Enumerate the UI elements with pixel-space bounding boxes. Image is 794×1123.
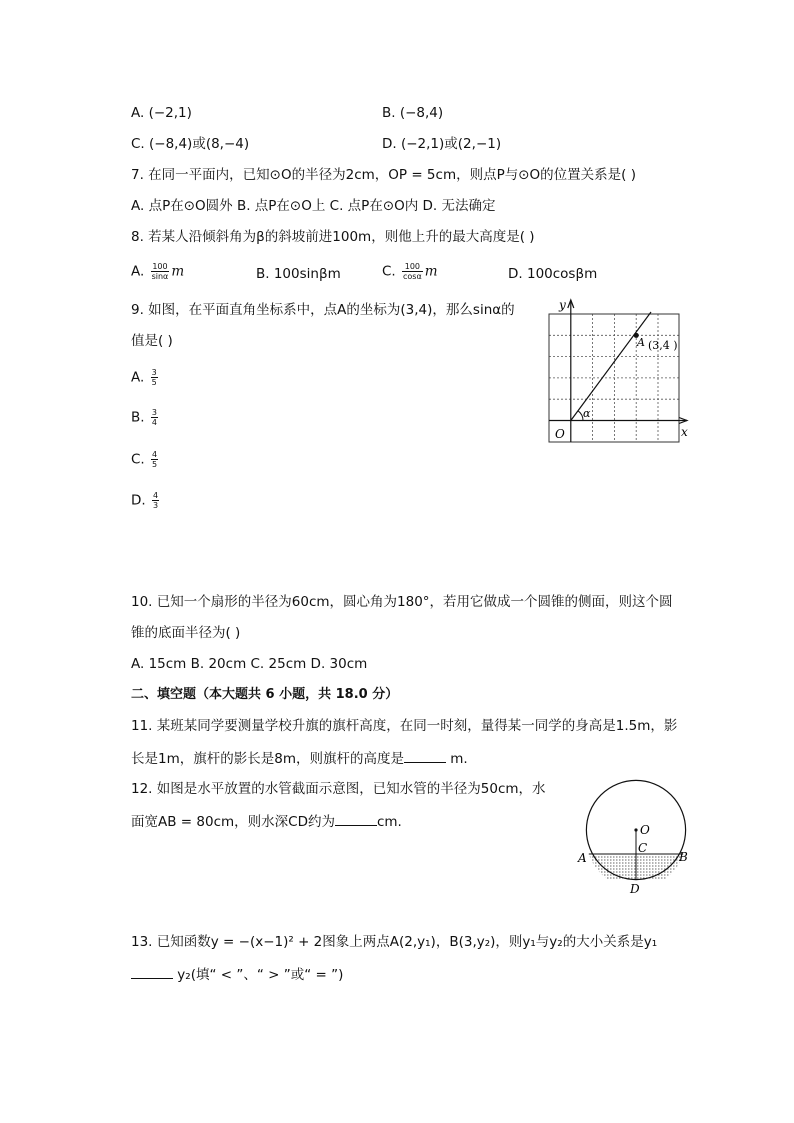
q12-stem-line1: 12. 如图是水平放置的水管截面示意图，已知水管的半径为50cm，水 bbox=[131, 781, 546, 797]
q9-option-a bbox=[131, 368, 160, 387]
q9-c-label: C. bbox=[131, 451, 145, 468]
q8-a-label: A. bbox=[131, 263, 145, 280]
q12-answer-blank[interactable] bbox=[335, 811, 377, 826]
q9-grid bbox=[549, 314, 679, 442]
q8-c-fraction bbox=[402, 262, 423, 281]
q6-option-a: A. (−2,1) bbox=[131, 105, 192, 121]
q8-a-unit: m bbox=[171, 263, 185, 280]
q9-point-label: A bbox=[637, 336, 645, 349]
q12-label-c: C bbox=[638, 841, 648, 855]
q8-a-denominator: sinα bbox=[151, 272, 169, 281]
q6-option-d: D. (−2,1)或(2,−1) bbox=[382, 136, 502, 152]
q8-option-b: B. 100sinβm bbox=[256, 266, 341, 282]
q7-stem: 7. 在同一平面内，已知⊙O的半径为2cm，OP = 5cm，则点P与⊙O的位置关系是( ) bbox=[131, 167, 636, 183]
q9-y-label: y bbox=[559, 298, 566, 312]
q10-options: A. 15cm B. 20cm C. 25cm D. 30cm bbox=[131, 656, 368, 672]
q11-stem2-post: m. bbox=[445, 751, 468, 767]
section-fill-in-blank-heading: 二、填空题（本大题共 6 小题，共 18.0 分） bbox=[131, 687, 399, 702]
q9-stem-line2: 值是( ) bbox=[131, 333, 173, 349]
q13-stem-line1: 13. 已知函数y = −(x−1)² + 2图象上两点A(2,y₁)，B(3,y₂)，则y₁与y₂的大小关系是y₁ bbox=[131, 934, 658, 950]
q9-origin-label: O bbox=[555, 427, 565, 441]
q9-c-denominator: 5 bbox=[152, 460, 158, 469]
q9-angle-label: α bbox=[583, 407, 591, 420]
q11-stem-line2 bbox=[131, 748, 468, 768]
q9-a-denominator: 5 bbox=[151, 378, 157, 387]
q12-label-b: B bbox=[679, 850, 688, 864]
q8-option-d: D. 100cosβm bbox=[508, 266, 598, 282]
q12-label-a: A bbox=[578, 851, 587, 865]
q9-d-denominator: 3 bbox=[152, 501, 159, 510]
q12-pipe-figure bbox=[574, 772, 698, 896]
q8-c-unit: m bbox=[424, 263, 438, 280]
q8-c-label: C. bbox=[382, 263, 396, 280]
q9-d-label: D. bbox=[131, 492, 146, 509]
q9-b-numerator: 3 bbox=[151, 408, 157, 417]
q6-option-b: B. (−8,4) bbox=[382, 105, 444, 121]
q10-stem-line1: 10. 已知一个扇形的半径为60cm，圆心角为180°，若用它做成一个圆锥的侧面，则这个圆 bbox=[131, 594, 673, 610]
q8-a-numerator: 100 bbox=[152, 262, 168, 271]
q8-c-numerator: 100 bbox=[402, 262, 423, 272]
q9-a-numerator: 3 bbox=[151, 368, 157, 377]
q13-stem2-post: y₂(填“ < ”、“ > ”或“ = ”) bbox=[173, 967, 344, 983]
q9-c-numerator: 4 bbox=[152, 450, 158, 459]
q9-coord-label: (3,4 ) bbox=[648, 339, 678, 352]
q11-stem-line1: 11. 某班某同学要测量学校升旗的旗杆高度，在同一时刻，量得某一同学的身高是1.5m，影 bbox=[131, 718, 678, 734]
q12-label-d: D bbox=[630, 882, 640, 896]
q6-option-c: C. (−8,4)或(8,−4) bbox=[131, 136, 250, 152]
q9-option-b bbox=[131, 408, 160, 427]
q8-c-denominator: cosα bbox=[403, 272, 422, 281]
q8-option-c bbox=[382, 262, 438, 281]
q9-option-c bbox=[131, 450, 160, 469]
q8-stem: 8. 若某人沿倾斜角为β的斜坡前进100m，则他上升的最大高度是( ) bbox=[131, 229, 535, 245]
q12-stem-line2 bbox=[131, 811, 402, 831]
q11-stem2-pre: 长是1m，旗杆的影长是8m，则旗杆的高度是 bbox=[131, 751, 404, 767]
q9-coordinate-figure bbox=[545, 296, 695, 446]
q8-a-fraction bbox=[151, 262, 170, 281]
q9-ray-oa bbox=[571, 312, 651, 421]
q9-x-label: x bbox=[681, 425, 688, 439]
q12-label-o: O bbox=[640, 823, 650, 837]
q9-d-numerator: 4 bbox=[152, 491, 159, 500]
q9-b-denominator: 4 bbox=[151, 418, 157, 427]
q12-stem2-post: cm. bbox=[376, 814, 402, 830]
q13-answer-blank[interactable] bbox=[131, 964, 173, 979]
q11-answer-blank[interactable] bbox=[404, 748, 446, 763]
q9-stem-line1: 9. 如图，在平面直角坐标系中，点A的坐标为(3,4)，那么sinα的 bbox=[131, 302, 515, 318]
q9-b-label: B. bbox=[131, 409, 145, 426]
q12-stem2-pre: 面宽AB = 80cm，则水深CD约为 bbox=[131, 814, 335, 830]
q10-stem-line2: 锥的底面半径为( ) bbox=[131, 625, 241, 641]
q8-option-a bbox=[131, 262, 184, 281]
q13-stem-line2 bbox=[131, 964, 343, 984]
q9-option-d bbox=[131, 491, 161, 510]
q12-center-point bbox=[634, 828, 637, 831]
q9-a-label: A. bbox=[131, 369, 145, 386]
q7-options: A. 点P在⊙O圆外 B. 点P在⊙O上 C. 点P在⊙O内 D. 无法确定 bbox=[131, 198, 496, 214]
